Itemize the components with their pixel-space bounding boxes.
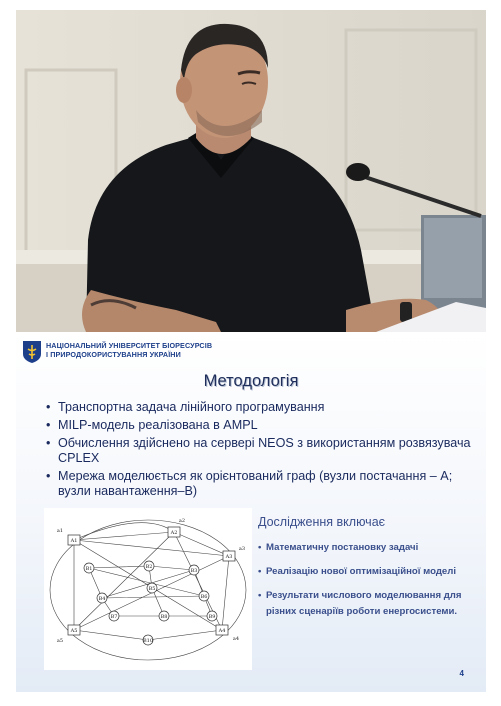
bullet-item: • Транспортна задача лінійного програмування: [46, 400, 476, 415]
speaker-photo-illustration: [16, 10, 486, 332]
methodology-bullets: [46, 400, 476, 502]
study-includes-list: [258, 540, 480, 628]
corner-label: a2: [178, 518, 186, 524]
corner-label: a3: [238, 546, 246, 552]
slide-title: Методологія: [203, 372, 299, 390]
university-logo-icon: [22, 340, 42, 364]
study-item: • Математичну постановку задачі: [258, 540, 480, 556]
node-label: A1: [70, 538, 78, 544]
node-label: B10: [142, 638, 154, 644]
node-label: A2: [170, 530, 178, 536]
node-label: B8: [160, 614, 168, 620]
bullet-item: • Обчислення здійснено на сервері NEOS з використанням розвязувача CPLEX: [46, 436, 476, 466]
corner-label: a4: [232, 636, 240, 642]
node-label: B7: [110, 614, 118, 620]
node-label: A3: [225, 554, 233, 560]
speaker-photo: [16, 10, 486, 332]
study-item: • Реалізацію нової оптимізаційної моделі: [258, 564, 480, 580]
university-name: [46, 341, 212, 359]
node-label: B2: [145, 564, 153, 570]
network-graph: [44, 508, 252, 670]
study-item: • Результати числового моделювання для різних сценаріїв роботи енергосистеми.: [258, 588, 480, 620]
university-name-line1: НАЦІОНАЛЬНИЙ УНІВЕРСИТЕТ БІОРЕСУРСІВ: [46, 341, 213, 350]
node-label: B9: [208, 614, 216, 620]
node-label: B5: [148, 586, 156, 592]
node-label: B1: [85, 566, 93, 572]
bullet-item: • MILP-модель реалізована в AMPL: [46, 418, 476, 433]
bullet-item: • Мережа моделюється як орієнтований граф (вузли постачання – A; вузли навантаження–B): [46, 469, 476, 499]
node-label: B4: [98, 596, 106, 602]
university-name-line2: І ПРИРОДОКОРИСТУВАННЯ УКРАЇНИ: [46, 350, 181, 359]
page-number: 4: [459, 669, 464, 678]
node-label: A4: [218, 628, 226, 634]
node-label: A5: [70, 628, 78, 634]
corner-label: a1: [56, 528, 64, 534]
node-label: B6: [200, 594, 208, 600]
study-includes-title: Дослідження включає: [258, 515, 386, 529]
node-label: B3: [190, 568, 198, 574]
presentation-slide: [16, 332, 486, 692]
corner-label: a5: [56, 638, 64, 644]
